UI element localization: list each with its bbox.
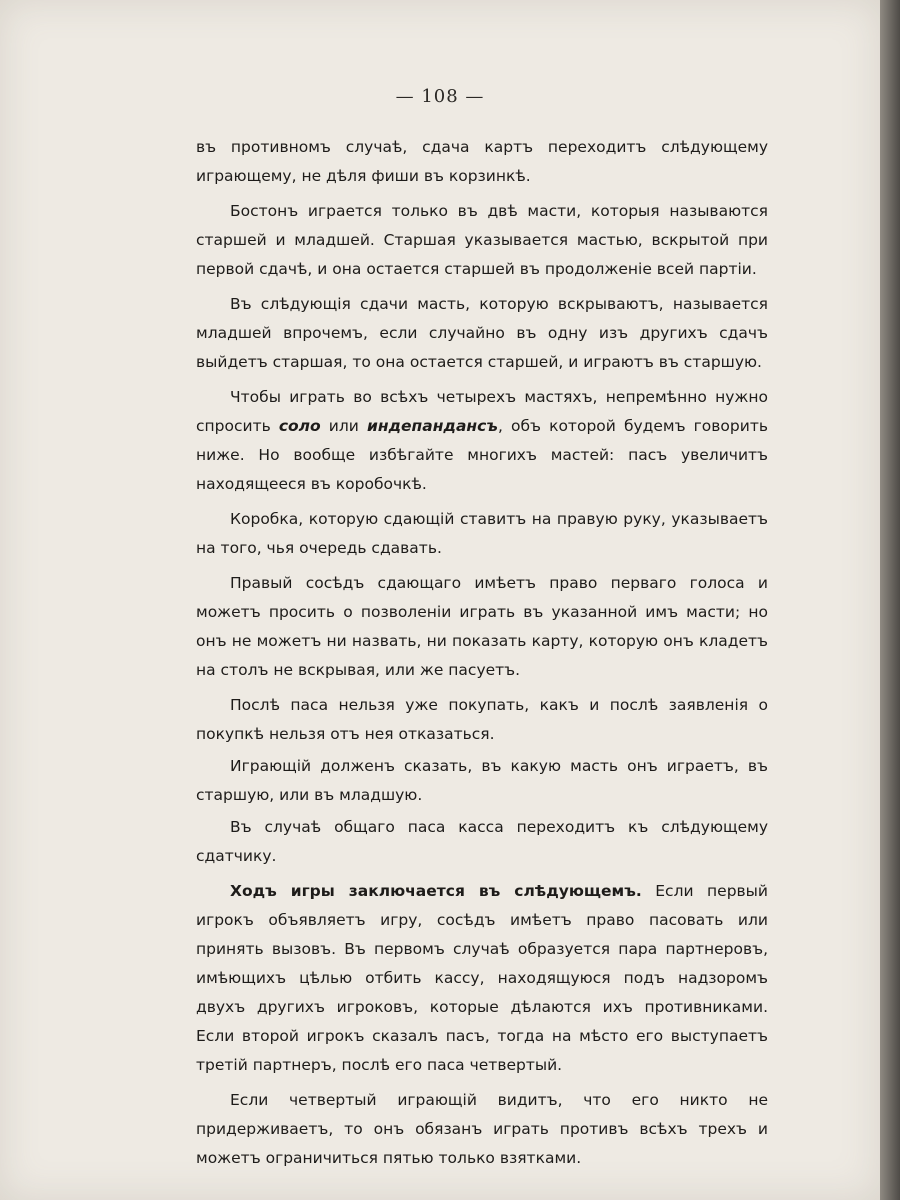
page-edge-shadow	[880, 0, 900, 1200]
page-number: — 108 —	[395, 86, 485, 107]
paragraph-9: Въ случаѣ общаго паса касса переходитъ къ слѣдующему сдатчику.	[196, 818, 768, 865]
paragraph-4-middle: или	[320, 417, 367, 435]
paragraph-2: Бостонъ играется только въ двѣ масти, которыя называются старшей и младшей. Старшая указывается мастью, вскрытой при первой сдачѣ, и она остается старшей въ продолженіе всей партіи.	[196, 202, 768, 278]
term-independence: индепандансъ	[366, 417, 498, 435]
paragraph-11: Если четвертый играющій видитъ, что его никто не придерживаетъ, то онъ обязанъ играть противъ всѣхъ трехъ и можетъ ограничиться пятью только взятками.	[196, 1091, 768, 1167]
section-lead: Ходъ игры заключается въ слѣдующемъ.	[230, 882, 642, 900]
paragraph-5: Коробка, которую сдающій ставитъ на правую руку, указываетъ на того, чья очередь сдавать.	[196, 510, 768, 557]
paragraph-10	[196, 877, 768, 1080]
paragraph-6: Правый сосѣдъ сдающаго имѣетъ право перваго голоса и можетъ просить о позволеніи играть въ указанной имъ масти; но онъ не можетъ ни назвать, ни показать карту, которую онъ кладетъ на столъ не вскрывая, или же пасуетъ.	[196, 574, 768, 679]
paragraph-4-end: , объ которой будемъ говорить ниже. Но вообще избѣгайте многихъ мастей: пасъ увеличитъ находящееся въ коробочкѣ.	[196, 417, 768, 493]
term-solo: соло	[278, 417, 321, 435]
paragraph-8: Играющій долженъ сказать, въ какую масть онъ играетъ, въ старшую, или въ младшую.	[196, 757, 768, 804]
paragraph-3: Въ слѣдующія сдачи масть, которую вскрываютъ, называется младшей впрочемъ, если случайно въ одну изъ другихъ сдачъ выйдетъ старшая, то она остается старшей, и играютъ въ старшую.	[196, 295, 768, 371]
paragraph-7: Послѣ паса нельзя уже покупать, какъ и послѣ заявленія о покупкѣ нельзя отъ нея отказаться.	[196, 696, 768, 743]
page-body	[196, 133, 768, 1179]
paragraph-1: въ противномъ случаѣ, сдача картъ переходитъ слѣдующему играющему, не дѣля фиши въ корзинкѣ.	[196, 138, 768, 185]
paragraph-4	[196, 383, 768, 499]
paragraph-10-rest: Если первый игрокъ объявляетъ игру, сосѣдъ имѣетъ право пасовать или принять вызовъ. Въ первомъ случаѣ образуется пара партнеровъ, имѣющихъ цѣлью отбить кассу, находящуюся подъ надзоромъ двухъ другихъ игроковъ, которые дѣлаются ихъ противниками. Если второй игрокъ сказалъ пасъ, тогда на мѣсто его выступаетъ третій партнеръ, послѣ его паса четвертый.	[196, 882, 768, 1074]
paragraph-4-start: Чтобы играть во всѣхъ четырехъ мастяхъ, непремѣнно нужно спросить	[196, 388, 768, 435]
